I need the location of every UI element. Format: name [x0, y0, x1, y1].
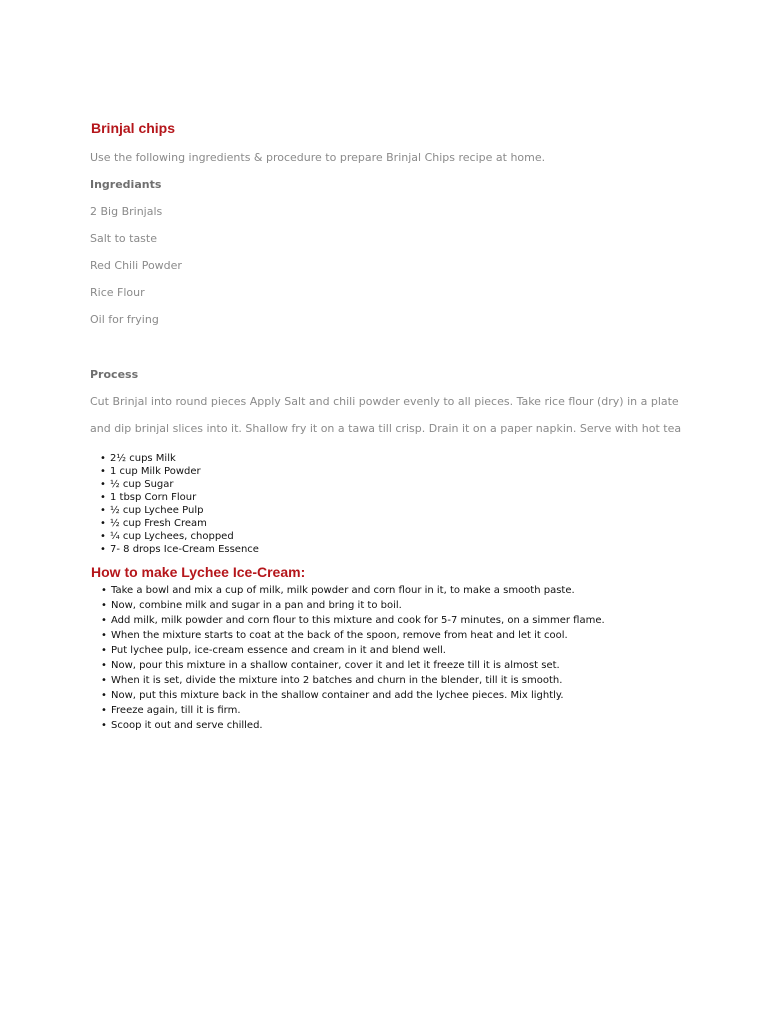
process-text-line: and dip brinjal slices into it. Shallow fry it on a tawa till crisp. Drain it on a paper napkin. Serve with hot tea [90, 422, 682, 435]
bullet-icon: • [101, 585, 107, 596]
bullet-icon: • [101, 705, 107, 716]
brinjal-ingredient-item: Red Chili Powder [90, 259, 182, 272]
brinjal-chips-title: Brinjal chips [91, 120, 176, 136]
list-item [100, 478, 259, 491]
list-item [101, 643, 605, 658]
brinjal-intro-text: Use the following ingredients & procedure to prepare Brinjal Chips recipe at home. [90, 151, 546, 164]
brinjal-ingredient-item: 2 Big Brinjals [90, 205, 163, 218]
list-item [100, 543, 259, 556]
bullet-icon: • [100, 518, 106, 529]
bullet-icon: • [100, 466, 106, 477]
list-item [101, 613, 605, 628]
lychee-ingredients-list [100, 452, 259, 556]
list-item [100, 504, 259, 517]
list-item [101, 718, 605, 733]
list-item-text: ½ cup Fresh Cream [110, 518, 207, 529]
bullet-icon: • [100, 544, 106, 555]
list-item-text: Now, pour this mixture in a shallow container, cover it and let it freeze till it is almost set. [111, 660, 560, 671]
bullet-icon: • [101, 615, 107, 626]
process-text-line: Cut Brinjal into round pieces Apply Salt and chili powder evenly to all pieces. Take rice flour (dry) in a plate [90, 395, 679, 408]
bullet-icon: • [101, 690, 107, 701]
list-item-text: ¼ cup Lychees, chopped [110, 531, 234, 542]
list-item-text: Scoop it out and serve chilled. [111, 720, 263, 731]
list-item-text: 7- 8 drops Ice-Cream Essence [110, 544, 259, 555]
list-item-text: 1 tbsp Corn Flour [110, 492, 197, 503]
list-item-text: 1 cup Milk Powder [110, 466, 201, 477]
list-item-text: Take a bowl and mix a cup of milk, milk powder and corn flour in it, to make a smooth paste. [111, 585, 575, 596]
list-item [101, 703, 605, 718]
list-item-text: ½ cup Lychee Pulp [110, 505, 204, 516]
bullet-icon: • [101, 675, 107, 686]
list-item [101, 688, 605, 703]
bullet-icon: • [101, 600, 107, 611]
list-item [100, 530, 259, 543]
brinjal-ingredient-item: Oil for frying [90, 313, 159, 326]
list-item [100, 491, 259, 504]
list-item [100, 452, 259, 465]
list-item-text: 2½ cups Milk [110, 453, 176, 464]
list-item [101, 673, 605, 688]
bullet-icon: • [101, 720, 107, 731]
list-item [100, 517, 259, 530]
bullet-icon: • [100, 479, 106, 490]
list-item [101, 583, 605, 598]
bullet-icon: • [100, 531, 106, 542]
list-item [101, 598, 605, 613]
ingredients-heading: Ingrediants [90, 178, 162, 191]
bullet-icon: • [101, 660, 107, 671]
brinjal-ingredient-item: Salt to taste [90, 232, 157, 245]
list-item [101, 628, 605, 643]
list-item-text: When it is set, divide the mixture into 2 batches and churn in the blender, till it is smooth. [111, 675, 563, 686]
list-item [100, 465, 259, 478]
bullet-icon: • [100, 453, 106, 464]
list-item-text: Freeze again, till it is firm. [111, 705, 241, 716]
list-item-text: Now, put this mixture back in the shallow container and add the lychee pieces. Mix lightly. [111, 690, 564, 701]
brinjal-ingredient-item: Rice Flour [90, 286, 145, 299]
list-item-text: Put lychee pulp, ice-cream essence and cream in it and blend well. [111, 645, 446, 656]
bullet-icon: • [100, 492, 106, 503]
bullet-icon: • [100, 505, 106, 516]
process-heading: Process [90, 368, 139, 381]
lychee-ice-cream-title: How to make Lychee Ice-Cream: [91, 564, 306, 580]
list-item-text: ½ cup Sugar [110, 479, 174, 490]
lychee-steps-list [101, 583, 605, 733]
bullet-icon: • [101, 645, 107, 656]
list-item-text: When the mixture starts to coat at the back of the spoon, remove from heat and let it cool. [111, 630, 568, 641]
list-item-text: Now, combine milk and sugar in a pan and bring it to boil. [111, 600, 402, 611]
bullet-icon: • [101, 630, 107, 641]
list-item-text: Add milk, milk powder and corn flour to this mixture and cook for 5-7 minutes, on a simmer flame. [111, 615, 605, 626]
list-item [101, 658, 605, 673]
